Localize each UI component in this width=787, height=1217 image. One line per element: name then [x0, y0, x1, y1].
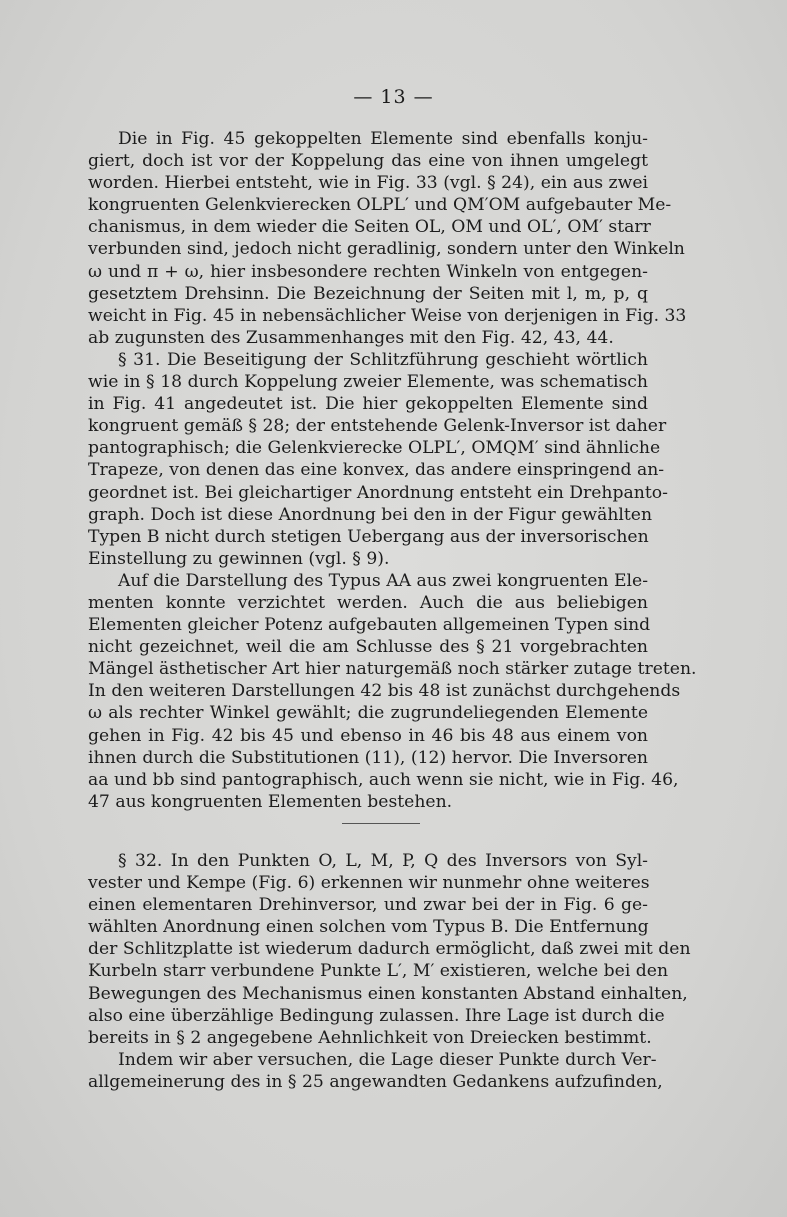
text-line: aa und bb sind pantographisch, auch wenn sie nicht, wie in Fig. 46,	[88, 769, 679, 790]
text-line: worden. Hierbei entsteht, wie in Fig. 33 (vgl. § 24), ein aus zwei	[88, 173, 648, 194]
text-line: ihnen durch die Substitutionen (11), (12) hervor. Die Inversoren	[88, 747, 648, 768]
text-line: Bewegungen des Mechanismus einen konstanten Abstand einhalten,	[88, 983, 688, 1004]
text-line: kongruenten Gelenkvierecken OLPL′ und QM′OM aufgebauter Me-	[88, 195, 672, 216]
section-30-continuation-and-31	[88, 128, 697, 813]
text-line: gesetztem Drehsinn. Die Bezeichnung der Seiten mit l, m, p, q	[88, 283, 648, 304]
text-line: Elementen gleicher Potenz aufgebauten allgemeinen Typen sind	[88, 615, 651, 636]
text-line: weicht in Fig. 45 in nebensächlicher Weise von derjenigen in Fig. 33	[88, 305, 687, 326]
text-line: chanismus, in dem wieder die Seiten OL, OM und OL′, OM′ starr	[88, 217, 651, 238]
text-line: 47 aus kongruenten Elementen bestehen.	[88, 791, 453, 812]
page-number: — 13 —	[353, 86, 434, 108]
text-line: ab zugunsten des Zusammenhanges mit den Fig. 42, 43, 44.	[88, 327, 614, 348]
text-line: gehen in Fig. 42 bis 45 und ebenso in 46 bis 48 aus einem von	[88, 725, 648, 746]
text-line: Trapeze, von denen das eine konvex, das andere einspringend an-	[88, 460, 665, 481]
text-line: graph. Doch ist diese Anordnung bei den in der Figur gewählten	[88, 504, 653, 525]
text-line: in Fig. 41 angedeutet ist. Die hier gekoppelten Elemente sind	[88, 394, 648, 415]
text-line: bereits in § 2 angegebene Aehnlichkeit von Dreiecken bestimmt.	[88, 1027, 652, 1048]
section-heading-line: § 31. Die Beseitigung der Schlitzführung geschieht wörtlich	[118, 349, 648, 370]
section-heading-line: § 32. In den Punkten O, L, M, P, Q des Inversors von Syl-	[118, 851, 648, 871]
text-line: menten konnte verzichtet werden. Auch die aus beliebigen	[88, 592, 648, 613]
text-line: Einstellung zu gewinnen (vgl. § 9).	[88, 548, 390, 569]
text-line: verbunden sind, jedoch nicht geradlinig, sondern unter den Winkeln	[88, 239, 685, 260]
text-line: nicht gezeichnet, weil die am Schlusse des § 21 vorgebrachten	[88, 637, 648, 658]
text-line: also eine überzählige Bedingung zulassen. Ihre Lage ist durch die	[88, 1005, 665, 1026]
text-line: Die in Fig. 45 gekoppelten Elemente sind ebenfalls konju-	[118, 129, 648, 149]
text-line: giert, doch ist vor der Koppelung das eine von ihnen umgelegt	[88, 151, 648, 172]
text-line: Typen B nicht durch stetigen Uebergang aus der inversorischen	[88, 526, 649, 547]
text-line: ω als rechter Winkel gewählt; die zugrundeliegenden Elemente	[88, 703, 648, 724]
text-line: Auf die Darstellung des Typus AA aus zwei kongruenten Ele-	[118, 570, 648, 591]
text-line: In den weiteren Darstellungen 42 bis 48 ist zunächst durchgehends	[88, 681, 681, 702]
text-line: Indem wir aber versuchen, die Lage dieser Punkte durch Ver-	[118, 1049, 657, 1070]
section-divider-rule	[342, 823, 420, 824]
text-line: vester und Kempe (Fig. 6) erkennen wir nunmehr ohne weiteres	[88, 873, 650, 894]
text-line: wie in § 18 durch Koppelung zweier Elemente, was schematisch	[88, 372, 648, 393]
text-line: pantographisch; die Gelenkvierecke OLPL′, OMQM′ sind ähnliche	[88, 438, 661, 459]
text-line: ω und π + ω, hier insbesondere rechten Winkeln von entgegen-	[88, 261, 648, 282]
text-line: kongruent gemäß § 28; der entstehende Gelenk-Inversor ist daher	[88, 416, 667, 437]
section-32	[88, 850, 691, 1093]
text-line: der Schlitzplatte ist wiederum dadurch ermöglicht, daß zwei mit den	[88, 939, 691, 960]
text-line: Mängel ästhetischer Art hier naturgemäß noch stärker zutage treten.	[88, 659, 697, 680]
text-line: Kurbeln starr verbundene Punkte L′, M′ existieren, welche bei den	[88, 961, 669, 982]
text-line: allgemeinerung des in § 25 angewandten Gedankens aufzufinden,	[88, 1071, 663, 1092]
text-line: wählten Anordnung einen solchen vom Typus B. Die Entfernung	[88, 917, 649, 938]
text-line: geordnet ist. Bei gleichartiger Anordnung entsteht ein Drehpanto-	[88, 482, 668, 503]
text-line: einen elementaren Drehinversor, und zwar bei der in Fig. 6 ge-	[88, 895, 648, 916]
